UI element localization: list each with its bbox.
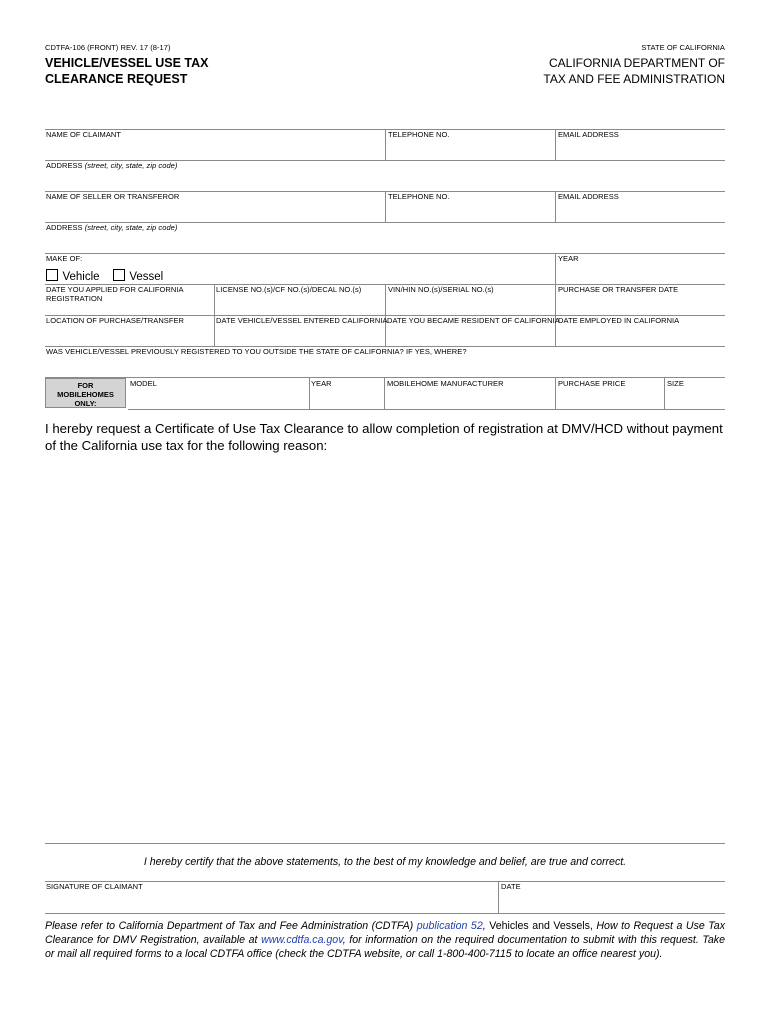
- claimant-address-hint: (street, city, state, zip code): [84, 161, 178, 170]
- grid-divider: [214, 284, 215, 346]
- resident-field[interactable]: [388, 327, 556, 346]
- grid-line: [128, 409, 725, 410]
- seller-address-label: ADDRESS (street, city, state, zip code): [46, 223, 178, 232]
- year-field[interactable]: [558, 265, 726, 284]
- date-applied-field[interactable]: [46, 303, 214, 316]
- form-title: [45, 55, 208, 87]
- vessel-checkbox[interactable]: [113, 269, 125, 281]
- signature-label: SIGNATURE OF CLAIMANT: [46, 882, 143, 891]
- model-field[interactable]: [130, 390, 310, 409]
- claimant-name-label: NAME OF CLAIMANT: [46, 130, 121, 139]
- mobilehome-year-label: YEAR: [311, 379, 332, 388]
- claimant-address-label: ADDRESS (street, city, state, zip code): [46, 161, 178, 170]
- seller-name-label: NAME OF SELLER OR TRANSFEROR: [46, 192, 180, 201]
- vehicle-type-options: [46, 267, 163, 285]
- manufacturer-label: MOBILEHOME MANUFACTURER: [387, 379, 504, 388]
- claimant-phone-field[interactable]: [388, 141, 556, 160]
- seller-name-field[interactable]: [46, 203, 386, 222]
- agency-line2: TAX AND FEE ADMINISTRATION: [543, 72, 725, 86]
- mobilehome-only-label: FOR MOBILEHOMES ONLY:: [45, 378, 126, 408]
- vehicle-checkbox[interactable]: [46, 269, 58, 281]
- form-id: CDTFA-106 (FRONT) REV. 17 (8-17): [45, 43, 171, 52]
- make-of-label: MAKE OF:: [46, 254, 83, 263]
- vin-field[interactable]: [388, 296, 556, 315]
- location-field[interactable]: [46, 327, 214, 346]
- grid-divider: [555, 253, 556, 284]
- claimant-email-label: EMAIL ADDRESS: [558, 130, 619, 139]
- seller-address-hint: (street, city, state, zip code): [84, 223, 178, 232]
- seller-phone-field[interactable]: [388, 203, 556, 222]
- publication-52-link[interactable]: publication 52: [416, 920, 483, 932]
- signature-field[interactable]: [46, 893, 499, 913]
- grid-line: [45, 843, 725, 844]
- claimant-phone-label: TELEPHONE NO.: [388, 130, 450, 139]
- model-label: MODEL: [130, 379, 157, 388]
- vessel-checkbox-label: Vessel: [129, 271, 164, 283]
- request-statement: I hereby request a Certificate of Use Tax Clearance to allow completion of registration at DMV/HCD without payment of the California use tax for the following reason:: [45, 421, 723, 453]
- date-applied-label: DATE YOU APPLIED FOR CALIFORNIA REGISTRATION: [46, 285, 184, 303]
- license-label: LICENSE NO.(s)/CF NO.(s)/DECAL NO.(s): [216, 285, 362, 294]
- license-field[interactable]: [216, 296, 386, 315]
- seller-email-field[interactable]: [558, 203, 726, 222]
- agency-name: [543, 55, 725, 87]
- purchase-date-label: PURCHASE OR TRANSFER DATE: [558, 285, 679, 294]
- reason-textarea[interactable]: [45, 456, 729, 840]
- employed-field[interactable]: [558, 327, 726, 346]
- size-label: SIZE: [667, 379, 684, 388]
- cdtfa-website-link[interactable]: www.cdtfa.ca.gov: [261, 934, 343, 946]
- grid-line: [45, 913, 725, 914]
- date-field[interactable]: [501, 893, 726, 913]
- purchase-price-field[interactable]: [558, 390, 665, 409]
- mobilehome-year-field[interactable]: [311, 390, 385, 409]
- entered-ca-label: DATE VEHICLE/VESSEL ENTERED CALIFORNIA: [216, 316, 388, 325]
- claimant-email-field[interactable]: [558, 141, 726, 160]
- form-title-line2: CLEARANCE REQUEST: [45, 72, 188, 86]
- agency-line1: CALIFORNIA DEPARTMENT OF: [548, 56, 725, 70]
- vin-label: VIN/HIN NO.(s)/SERIAL NO.(s): [388, 285, 494, 294]
- year-label: YEAR: [558, 254, 579, 263]
- state-label: STATE OF CALIFORNIA: [641, 43, 725, 52]
- prev-registered-field[interactable]: [46, 358, 726, 377]
- claimant-name-field[interactable]: [46, 141, 386, 160]
- grid-line: [45, 377, 725, 378]
- seller-address-field[interactable]: [46, 234, 726, 253]
- seller-phone-label: TELEPHONE NO.: [388, 192, 450, 201]
- grid-line: [45, 881, 725, 882]
- seller-email-label: EMAIL ADDRESS: [558, 192, 619, 201]
- grid-line: [45, 253, 725, 254]
- certification-statement: I hereby certify that the above statements, to the best of my knowledge and belief, are true and correct.: [143, 856, 627, 868]
- date-label: DATE: [501, 882, 521, 891]
- location-label: LOCATION OF PURCHASE/TRANSFER: [46, 316, 184, 325]
- size-field[interactable]: [667, 390, 726, 409]
- employed-label: DATE EMPLOYED IN CALIFORNIA: [558, 316, 680, 325]
- purchase-price-label: PURCHASE PRICE: [558, 379, 626, 388]
- resident-label: DATE YOU BECAME RESIDENT OF CALIFORNIA: [387, 316, 560, 325]
- prev-registered-label: WAS VEHICLE/VESSEL PREVIOUSLY REGISTERED TO YOU OUTSIDE THE STATE OF CALIFORNIA? IF YES, WHERE?: [46, 347, 467, 356]
- footer-instructions: Please refer to California Department of Tax and Fee Administration (CDTFA) publication 52, Vehicles and Vessels, How to Request a Use Tax Clearance for DMV Registration, available at www.cdtfa.ca.gov, for information on the required documentation to submit with this request. Take or mail all required forms to a local CDTFA office (check the CDTFA website, or call 1-800-400-7115 to locate an office nearest you).: [45, 920, 725, 960]
- entered-ca-field[interactable]: [216, 327, 386, 346]
- manufacturer-field[interactable]: [387, 390, 556, 409]
- vehicle-checkbox-label: Vehicle: [62, 271, 100, 283]
- form-title-line1: VEHICLE/VESSEL USE TAX: [45, 56, 209, 70]
- claimant-address-field[interactable]: [46, 172, 726, 191]
- purchase-date-field[interactable]: [558, 296, 726, 315]
